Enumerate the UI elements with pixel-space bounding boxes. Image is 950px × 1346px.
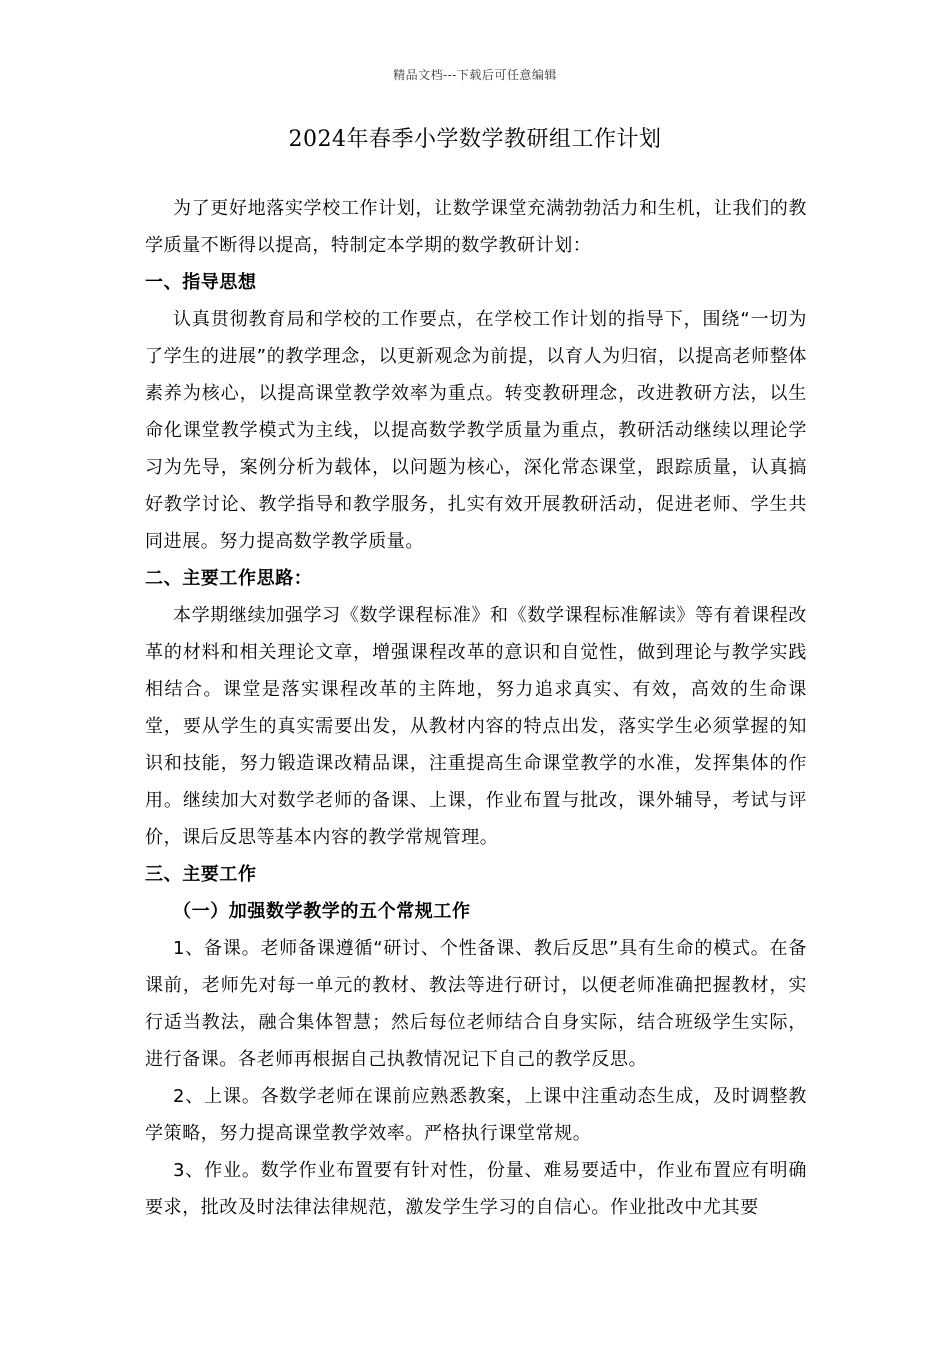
section-body-guiding-thought: 认真贯彻教育局和学校的工作要点，在学校工作计划的指导下，围绕“一切为了学生的进展”的教学理念，以更新观念为前提，以育人为归宿，以提高老师整体素养为核心，以提高课堂教学效率为重点。转变教研理念，改进教研方法，以生命化课堂教学模式为主线，以提高数学教学质量为重点，教研活动继续以理论学习为先导，案例分析为载体，以问题为核心，深化常态课堂，跟踪质量，认真搞好教学讨论、教学指导和教学服务，扎实有效开展教研活动，促进老师、学生共同进展。努力提高数学教学质量。 [145,309,807,552]
list-item-homework: 3、作业。数学作业布置要有针对性，份量、难易要适中，作业布置应有明确要求，批改及时法律法律规范，激发学生学习的自信心。作业批改中尤其要 [145,1160,807,1218]
section-heading-main-work: 三、主要工作 [145,864,257,885]
section-heading-guiding-thought: 一、指导思想 [145,272,257,293]
document-title: 2024年春季小学数学教研组工作计划 [288,127,662,152]
list-item-teaching: 2、上课。各数学老师在课前应熟悉教案，上课中注重动态生成，及时调整教学策略，努力提高课堂教学效率。严格执行课堂常规。 [145,1086,807,1144]
document-body [145,190,807,1226]
section-body-work-ideas: 本学期继续加强学习《数学课程标准》和《数学课程标准解读》等有着课程改革的材料和相关理论文章，增强课程改革的意识和自觉性，做到理论与教学实践相结合。课堂是落实课程改革的主阵地，努力追求真实、有效，高效的生命课堂，要从学生的真实需要出发，从教材内容的特点出发，落实学生必须掌握的知识和技能，努力锻造课改精品课，注重提高生命课堂教学的水准，发挥集体的作用。继续加大对数学老师的备课、上课，作业布置与批改，课外辅导，考试与评价，课后反思等基本内容的教学常规管理。 [145,605,807,848]
subsection-heading-routine-work: （一）加强数学教学的五个常规工作 [173,901,471,922]
intro-paragraph: 为了更好地落实学校工作计划，让数学课堂充满勃勃活力和生机，让我们的教学质量不断得以提高，特制定本学期的数学教研计划： [145,198,807,256]
header-note: 精品文档---下载后可任意编辑 [393,68,557,82]
list-item-lesson-prep: 1、备课。老师备课遵循“研讨、个性备课、教后反思”具有生命的模式。在备课前，老师先对每一单元的教材、教法等进行研讨，以便老师准确把握教材，实行适当教法，融合集体智慧；然后每位老师结合自身实际，结合班级学生实际，进行备课。各老师再根据自己执教情况记下自己的教学反思。 [145,938,807,1070]
section-heading-work-ideas: 二、主要工作思路： [145,568,313,589]
